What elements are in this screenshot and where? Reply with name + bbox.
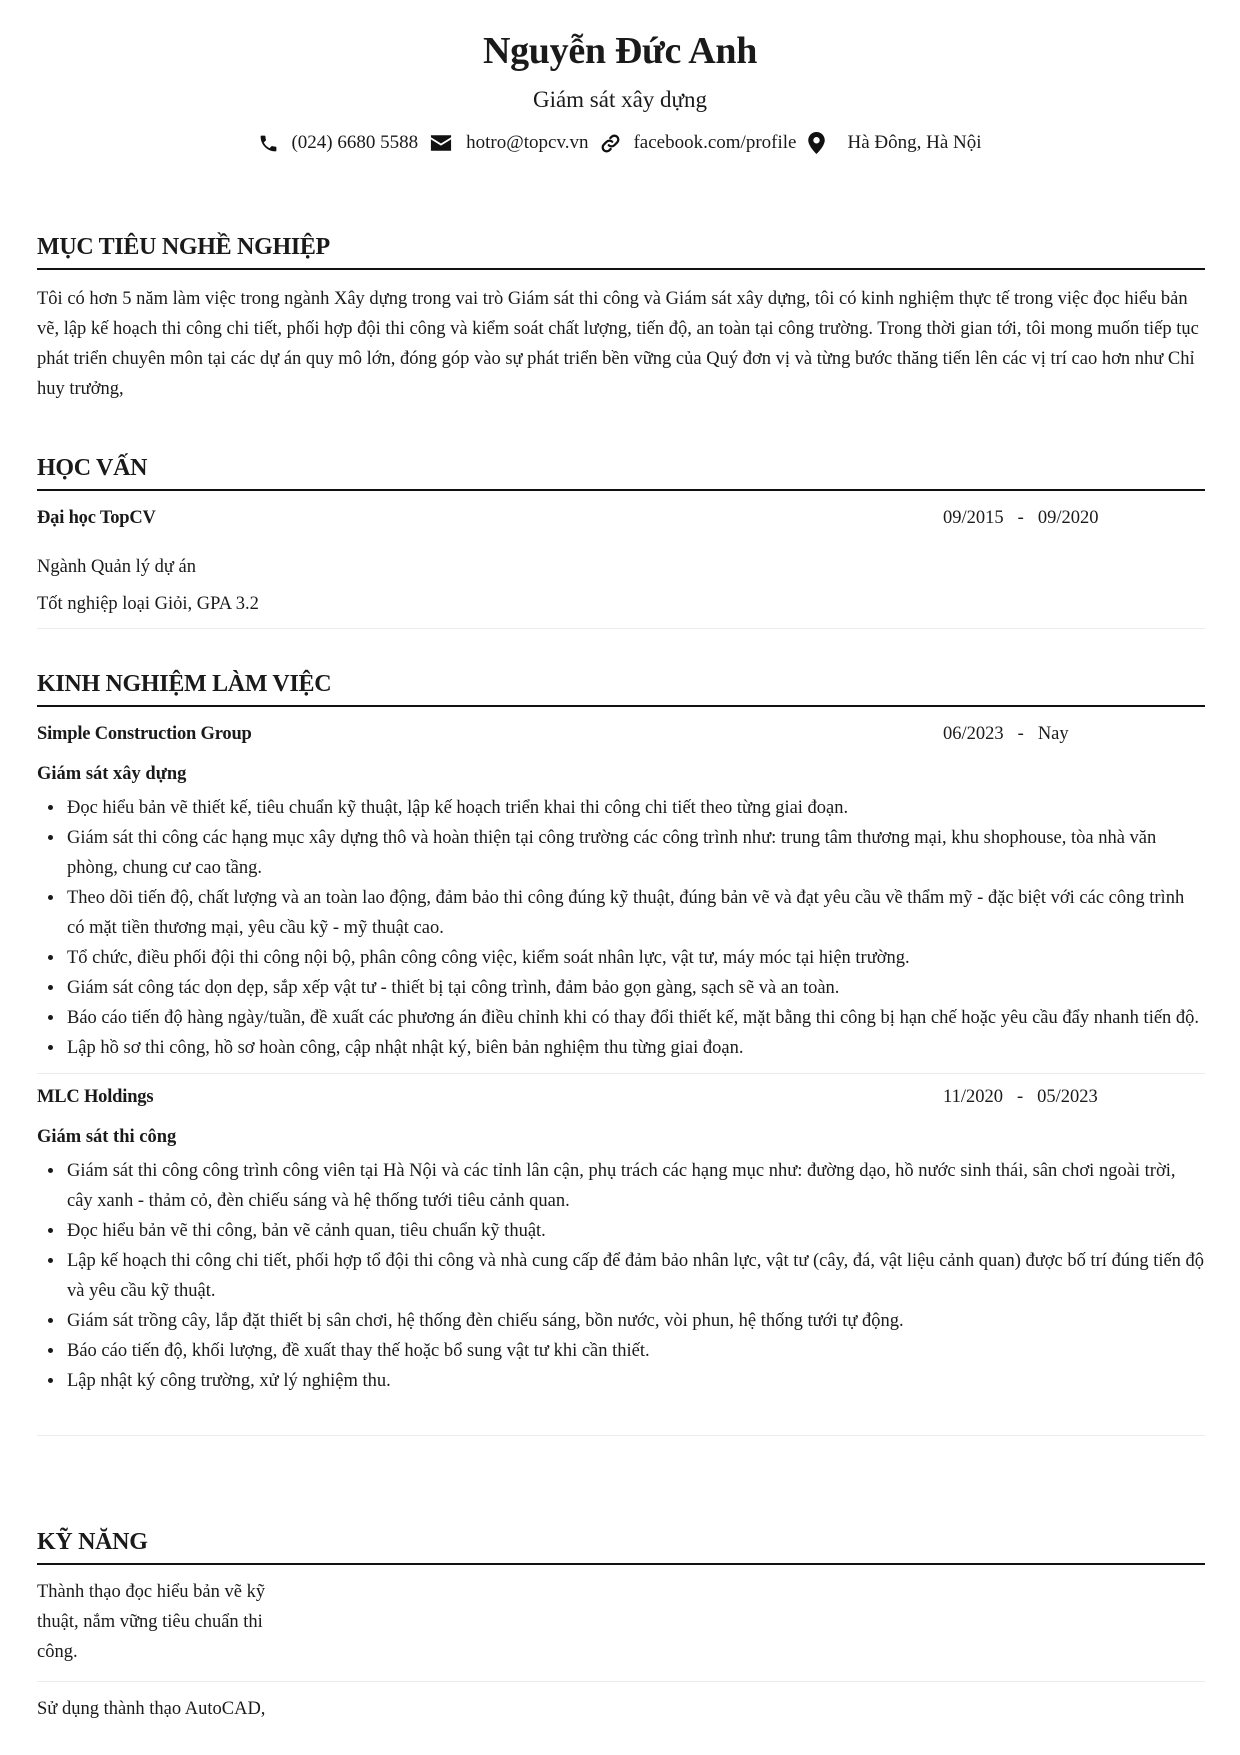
objective-title: MỤC TIÊU NGHỀ NGHIỆP (37, 226, 1205, 270)
bullet-item: • Đọc hiểu bản vẽ thiết kế, tiêu chuẩn kỹ thuật, lập kế hoạch triển khai thi công chi tiết theo từng giai đoạn. (65, 793, 1205, 823)
education-section (37, 447, 1205, 629)
candidate-name: Nguyễn Đức Anh (482, 30, 758, 72)
contact-phone (258, 128, 418, 158)
company-name: Simple Construction Group (37, 724, 252, 744)
job-role: Giám sát thi công (37, 1127, 177, 1147)
contact-row (0, 128, 1240, 158)
education-title: HỌC VẤN (37, 447, 1205, 491)
objective-text: Tôi có hơn 5 năm làm việc trong ngành Xây dựng trong vai trò Giám sát thi công và Giám sát xây dựng, tôi có kinh nghiệm thực tế trong việc đọc hiểu bản vẽ, lập kế hoạch thi công chi tiết, phối hợp đội thi công và kiểm soát chất lượng, tiến độ, an toàn tại công trường. Trong thời gian tới, tôi mong muốn tiếp tục phát triển chuyên môn tại các dự án quy mô lớn, đóng góp vào sự phát triển bền vững của Quý đơn vị và từng bước thăng tiến lên các vị trí cao hơn như Chỉ huy trưởng, (37, 289, 1199, 399)
bullet-item: • Giám sát trồng cây, lắp đặt thiết bị sân chơi, hệ thống đèn chiếu sáng, bồn nước, vòi phun, hệ thống tưới tự động. (65, 1306, 1205, 1336)
experience-section (37, 663, 1205, 1436)
education-start: 09/2015 (943, 508, 1004, 528)
skills-title: KỸ NĂNG (37, 1521, 1205, 1565)
education-dates (943, 503, 1123, 533)
entry-divider (37, 1681, 1205, 1682)
bullet-item: • Lập hồ sơ thi công, hồ sơ hoàn công, cập nhật nhật ký, biên bản nghiệm thu từng giai đoạn. (65, 1033, 1205, 1063)
skill-item: Thành thạo đọc hiểu bản vẽ kỹ thuật, nắm vững tiêu chuẩn thi công. (37, 1582, 266, 1662)
link-icon (600, 133, 621, 154)
date-separator: - (1016, 1087, 1024, 1107)
bullet-item: • Báo cáo tiến độ, khối lượng, đề xuất thay thế hoặc bổ sung vật tư khi cần thiết. (65, 1336, 1205, 1366)
phone-text: (024) 6680 5588 (291, 132, 419, 153)
job-dates (943, 1082, 1123, 1112)
contact-website (600, 128, 796, 158)
bullet-item: • Giám sát thi công các hạng mục xây dựng thô và hoàn thiện tại công trường các công trình như: trung tâm thương mại, khu shophouse, tòa nhà văn phòng, chung cư cao tầng. (65, 823, 1205, 883)
bullet-item: • Báo cáo tiến độ hàng ngày/tuần, đề xuất các phương án điều chỉnh khi có thay đổi thiết kế, mặt bằng thi công bị hạn chế hoặc yêu cầu đẩy nhanh tiến độ. (65, 1003, 1205, 1033)
job-bullets (37, 793, 1205, 1063)
education-result: Tốt nghiệp loại Giỏi, GPA 3.2 (37, 594, 259, 614)
education-major: Ngành Quản lý dự án (37, 557, 197, 577)
contact-email (430, 128, 588, 158)
job-bullets (37, 1156, 1205, 1396)
skill-item: Sử dụng thành thạo AutoCAD, (37, 1699, 266, 1719)
date-separator: - (1017, 508, 1024, 528)
education-entry (37, 503, 1205, 619)
entry-divider (37, 628, 1205, 629)
job-end: 05/2023 (1037, 1087, 1098, 1107)
bullet-item: • Theo dõi tiến độ, chất lượng và an toàn lao động, đảm bảo thi công đúng kỹ thuật, đúng bản vẽ và đạt yêu cầu về thẩm mỹ - đặc biệt với các công trình có mặt tiền thương mại, yêu cầu kỹ - mỹ thuật cao. (65, 883, 1205, 943)
envelope-icon (430, 134, 452, 152)
school-name: Đại học TopCV (37, 508, 156, 528)
contact-address (808, 128, 981, 158)
candidate-position: Giám sát xây dựng (532, 87, 708, 112)
date-separator: - (1017, 724, 1024, 744)
experience-title: KINH NGHIỆM LÀM VIỆC (37, 663, 1205, 707)
entry-divider (37, 1435, 1205, 1436)
job-start: 06/2023 (943, 724, 1004, 744)
education-end: 09/2020 (1037, 508, 1099, 528)
map-pin-icon (808, 132, 825, 154)
bullet-item: • Lập nhật ký công trường, xử lý nghiệm thu. (65, 1366, 1205, 1396)
phone-icon (258, 133, 279, 154)
cv-header (0, 0, 1240, 158)
email-text: hotro@topcv.vn (466, 132, 589, 153)
bullet-item: • Đọc hiểu bản vẽ thi công, bản vẽ cảnh quan, tiêu chuẩn kỹ thuật. (65, 1216, 1205, 1246)
job-role: Giám sát xây dựng (37, 764, 187, 784)
bullet-item: • Giám sát công tác dọn dẹp, sắp xếp vật tư - thiết bị tại công trình, đảm bảo gọn gàng, sạch sẽ và an toàn. (65, 973, 1205, 1003)
job-entry (37, 719, 1205, 1063)
address-text: Hà Đông, Hà Nội (847, 132, 982, 153)
entry-divider (37, 1073, 1205, 1074)
bullet-item: • Lập kế hoạch thi công chi tiết, phối hợp tổ đội thi công và nhà cung cấp để đảm bảo nhân lực, vật tư (cây, đá, vật liệu cảnh quan) được bố trí đúng tiến độ và yêu cầu kỹ thuật. (65, 1246, 1205, 1306)
website-text: facebook.com/profile (633, 132, 797, 153)
company-name: MLC Holdings (37, 1087, 154, 1107)
job-end: Nay (1037, 724, 1069, 744)
bullet-item: • Tổ chức, điều phối đội thi công nội bộ, phân công công việc, kiểm soát nhân lực, vật tư, máy móc tại hiện trường. (65, 943, 1205, 973)
skills-section (37, 1521, 1205, 1724)
bullet-item: • Giám sát thi công công trình công viên tại Hà Nội và các tỉnh lân cận, phụ trách các hạng mục như: đường dạo, hồ nước sinh thái, sân chơi ngoài trời, cây xanh - thảm cỏ, đèn chiếu sáng và hệ thống tưới tiêu cảnh quan. (65, 1156, 1205, 1216)
job-start: 11/2020 (943, 1087, 1003, 1107)
job-entry (37, 1082, 1205, 1396)
objective-section (37, 226, 1205, 404)
job-dates (943, 719, 1123, 749)
